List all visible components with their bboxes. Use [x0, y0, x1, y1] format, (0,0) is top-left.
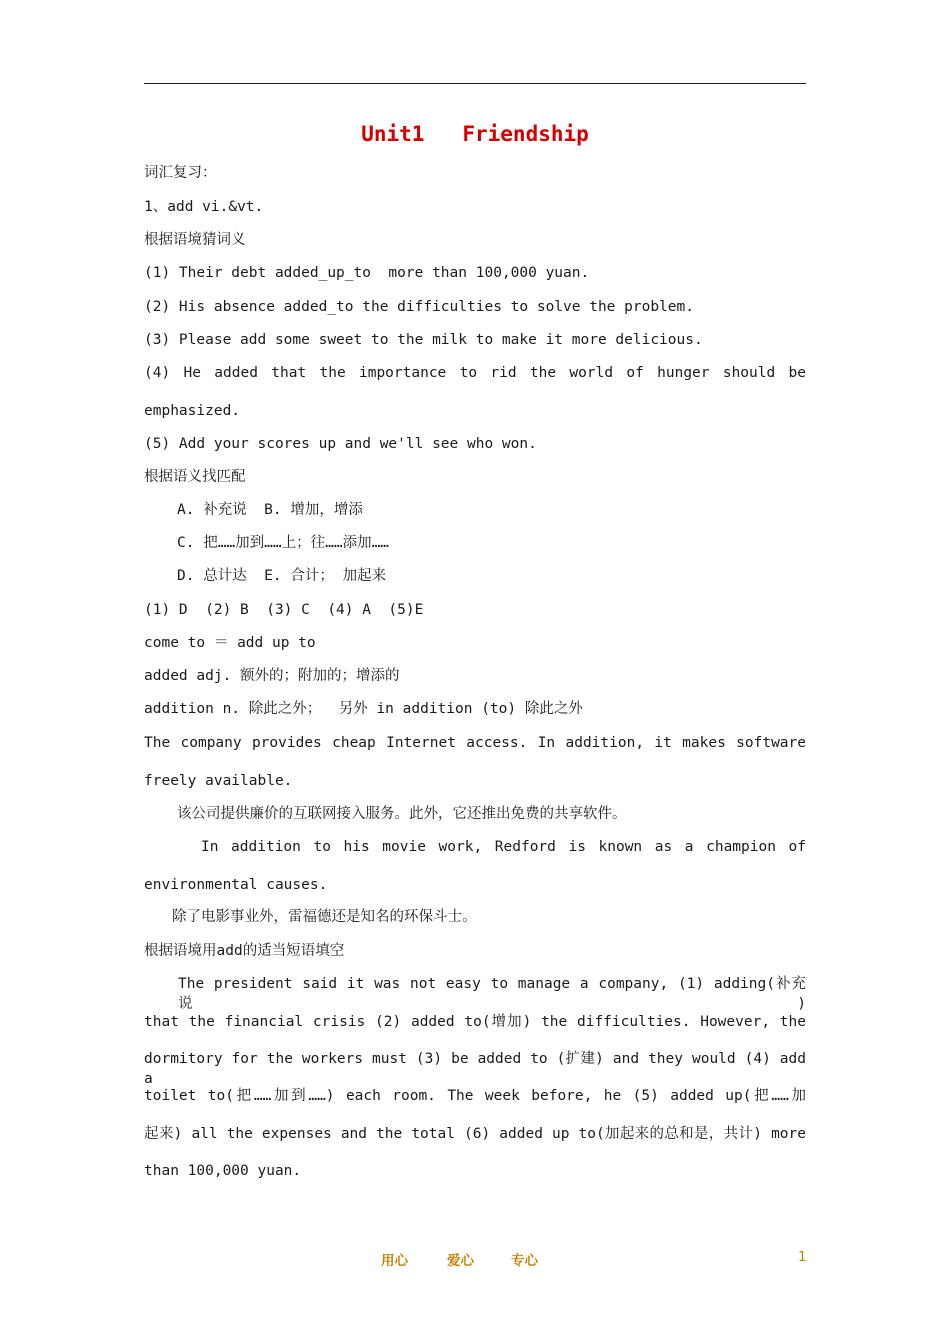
option-line: A. 补充说 B. 增加，增添	[177, 502, 363, 518]
passage-line: 起来) all the expenses and the total (6) added up to(加起来的总和是，共计) more	[144, 1126, 806, 1142]
vocab-note: addition n. 除此之外； 另外 in addition (to) 除此之外	[144, 701, 583, 717]
example-sentence: (1) Their debt added_up_to more than 100,000 yuan.	[144, 265, 590, 281]
passage-line: toilet to(把……加到……) each room. The week before, he (5) added up(把……加	[144, 1088, 806, 1104]
footer-motto-1: 用心	[381, 1253, 408, 1269]
vocab-note: added adj. 额外的；附加的；增添的	[144, 668, 400, 684]
page-number: 1	[798, 1249, 807, 1265]
example-sentence-cont: emphasized.	[144, 403, 241, 419]
example-sentence: (5) Add your scores up and we'll see who won.	[144, 436, 537, 452]
exercise-heading: 根据语境猜词义	[144, 232, 246, 248]
example-sentence-cont: freely available.	[144, 773, 293, 789]
passage-line: The president said it was not easy to manage a company, (1) adding(补充说)	[178, 976, 806, 1012]
translation-line: 除了电影事业外，雷福德还是知名的环保斗士。	[172, 909, 477, 925]
passage-line: than 100,000 yuan.	[144, 1163, 302, 1179]
passage-line: dormitory for the workers must (3) be added to (扩建) and they would (4) add a	[144, 1051, 806, 1087]
section-heading: 词汇复习：	[144, 165, 217, 181]
exercise-heading: 根据语义找匹配	[144, 469, 246, 485]
example-sentence: (2) His absence added_to the difficulties to solve the problem.	[144, 299, 694, 315]
example-sentence: The company provides cheap Internet access. In addition, it makes software	[144, 735, 806, 751]
header-rule	[144, 83, 806, 84]
unit-title: Unit1 Friendship	[361, 122, 589, 146]
answer-key: (1) D (2) B (3) C (4) A (5)E	[144, 602, 424, 618]
example-sentence: In addition to his movie work, Redford is known as a champion of	[201, 839, 806, 855]
passage-line: that the financial crisis (2) added to(增加) the difficulties. However, the	[144, 1014, 806, 1030]
vocab-entry: 1、add vi.&vt.	[144, 199, 264, 215]
footer-motto-2: 爱心	[447, 1253, 474, 1269]
option-line: C. 把……加到……上；往……添加……	[177, 535, 390, 551]
option-line: D. 总计达 E. 合计； 加起来	[177, 568, 387, 584]
translation-line: 该公司提供廉价的互联网接入服务。此外，它还推出免费的共享软件。	[177, 806, 627, 822]
example-sentence: (4) He added that the importance to rid the world of hunger should be	[144, 365, 806, 381]
footer-motto-3: 专心	[511, 1253, 538, 1269]
exercise-heading: 根据语境用add的适当短语填空	[144, 943, 345, 959]
example-sentence-cont: environmental causes.	[144, 877, 328, 893]
example-sentence: (3) Please add some sweet to the milk to make it more delicious.	[144, 332, 703, 348]
vocab-note: come to ＝ add up to	[144, 635, 316, 651]
